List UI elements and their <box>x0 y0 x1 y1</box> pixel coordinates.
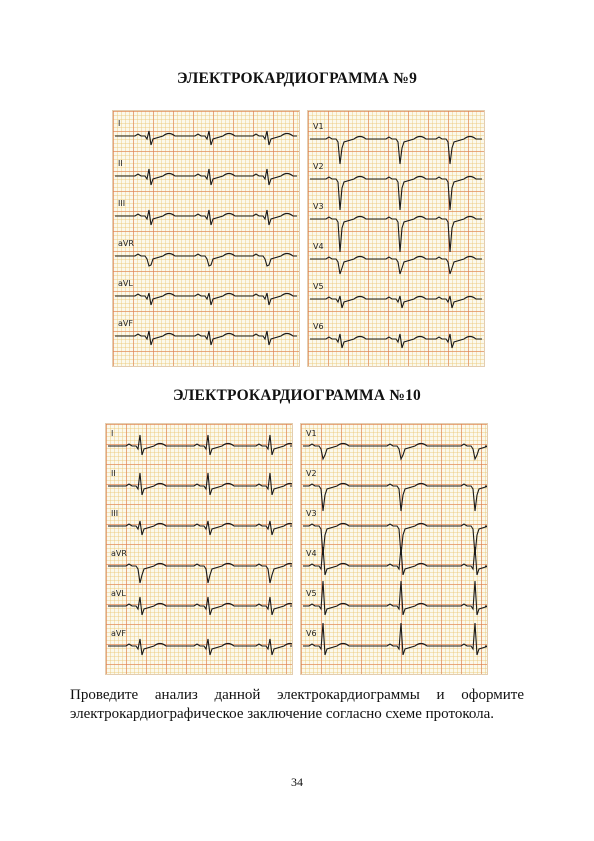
ecg10-lead-label-i: I <box>111 429 114 438</box>
ecg10-chest-leads-panel <box>300 423 488 675</box>
ecg10-lead-label-v3: V3 <box>306 509 317 518</box>
ecg10-trace-v5 <box>303 581 487 615</box>
ecg10-trace-avl <box>108 597 292 615</box>
ecg9-trace-avf <box>115 331 297 345</box>
ecg9-lead-label-v3: V3 <box>313 202 324 211</box>
ecg10-lead-label-avr: aVR <box>111 549 127 558</box>
ecg10-limb-leads-panel <box>105 423 293 675</box>
ecg10-limb-traces <box>106 424 292 674</box>
ecg10-chest-traces <box>301 424 487 674</box>
page-number: 34 <box>291 775 303 789</box>
ecg9-lead-label-i: I <box>118 119 121 128</box>
ecg10-trace-v6 <box>303 623 487 655</box>
ecg10-lead-label-v1: V1 <box>306 429 317 438</box>
ecg10-trace-v4 <box>303 547 487 575</box>
ecg9-trace-avl <box>115 293 297 305</box>
ecg10-lead-label-iii: III <box>111 509 119 518</box>
ecg10-trace-avr <box>108 564 292 584</box>
ecg9-lead-label-v4: V4 <box>313 242 324 251</box>
ecg9-trace-avr <box>115 254 297 267</box>
ecg10-trace-ii <box>108 473 292 495</box>
ecg9-lead-label-iii: III <box>118 199 126 208</box>
ecg9-trace-v3 <box>310 217 482 253</box>
ecg9-lead-label-v1: V1 <box>313 122 324 131</box>
ecg10-lead-label-v4: V4 <box>306 549 317 558</box>
ecg10-trace-v3 <box>303 524 487 556</box>
instruction-paragraph: Проведите анализ данной электрокардиограммы и оформите электрокардиографическое заключение согласно схеме протокола. <box>70 687 524 722</box>
ecg10-lead-label-avf: aVF <box>111 629 126 638</box>
ecg9-trace-v6 <box>310 334 482 348</box>
ecg9-trace-v4 <box>310 257 482 275</box>
ecg10-trace-avf <box>108 639 292 655</box>
ecg10-trace-i <box>108 435 292 455</box>
ecg10-lead-label-avl: aVL <box>111 589 126 598</box>
ecg9-chest-traces <box>308 111 484 366</box>
ecg9-trace-i <box>115 131 297 145</box>
ecg10-trace-iii <box>108 521 292 535</box>
ecg9-trace-iii <box>115 210 297 225</box>
ecg10-lead-label-v2: V2 <box>306 469 317 478</box>
ecg9-limb-traces <box>113 111 299 366</box>
ecg10-lead-label-v6: V6 <box>306 629 317 638</box>
ecg10-lead-label-v5: V5 <box>306 589 317 598</box>
ecg9-title: ЭЛЕКТРОКАРДИОГРАММА №9 <box>176 70 418 87</box>
ecg9-lead-label-avr: aVR <box>118 239 134 248</box>
ecg9-trace-v5 <box>310 296 482 308</box>
ecg10-trace-v2 <box>303 484 487 512</box>
ecg9-lead-label-avl: aVL <box>118 279 133 288</box>
ecg9-lead-label-v5: V5 <box>313 282 324 291</box>
ecg9-trace-v1 <box>310 137 482 165</box>
ecg9-lead-label-ii: II <box>118 159 123 168</box>
ecg9-lead-label-avf: aVF <box>118 319 133 328</box>
ecg10-lead-label-ii: II <box>111 469 116 478</box>
ecg9-limb-leads-panel <box>112 110 300 367</box>
ecg10-title: ЭЛЕКТРОКАРДИОГРАММА №10 <box>173 387 421 404</box>
ecg9-trace-v2 <box>310 177 482 211</box>
ecg9-lead-label-v6: V6 <box>313 322 324 331</box>
ecg9-chest-leads-panel <box>307 110 485 367</box>
ecg10-trace-v1 <box>303 444 487 460</box>
ecg9-trace-ii <box>115 169 297 185</box>
ecg9-lead-label-v2: V2 <box>313 162 324 171</box>
